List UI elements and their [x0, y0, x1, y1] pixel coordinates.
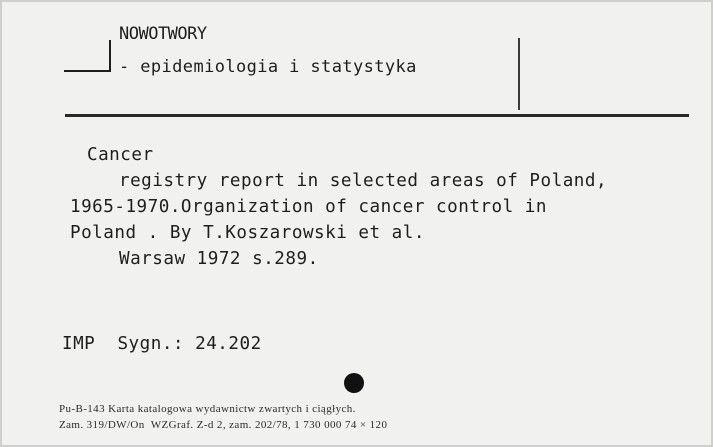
subject-category: NOWOTWORY [119, 24, 207, 44]
entry-line-3: Poland . By T.Koszarowski et al. [70, 223, 425, 243]
entry-line-1: registry report in selected areas of Poland, [119, 171, 608, 191]
subject-subcategory: - epidemiologia i statystyka [119, 57, 417, 77]
call-number: IMP Sygn.: 24.202 [62, 334, 262, 354]
header-divider [518, 38, 520, 110]
entry-line-4: Warsaw 1972 s.289. [119, 249, 319, 269]
header-rule [65, 114, 689, 117]
card-punch-hole [344, 373, 364, 393]
header-corner-mark-base [64, 70, 111, 72]
footer-line-1: Pu-B-143 Karta katalogowa wydawnictw zwartych i ciągłych. [59, 403, 356, 415]
entry-line-2: 1965-1970.Organization of cancer control in [70, 197, 547, 217]
header-corner-mark [109, 40, 111, 72]
footer-line-2: Zam. 319/DW/On WZGraf. Z-d 2, zam. 202/78, 1 730 000 74 × 120 [59, 419, 388, 431]
entry-heading: Cancer [87, 145, 154, 165]
